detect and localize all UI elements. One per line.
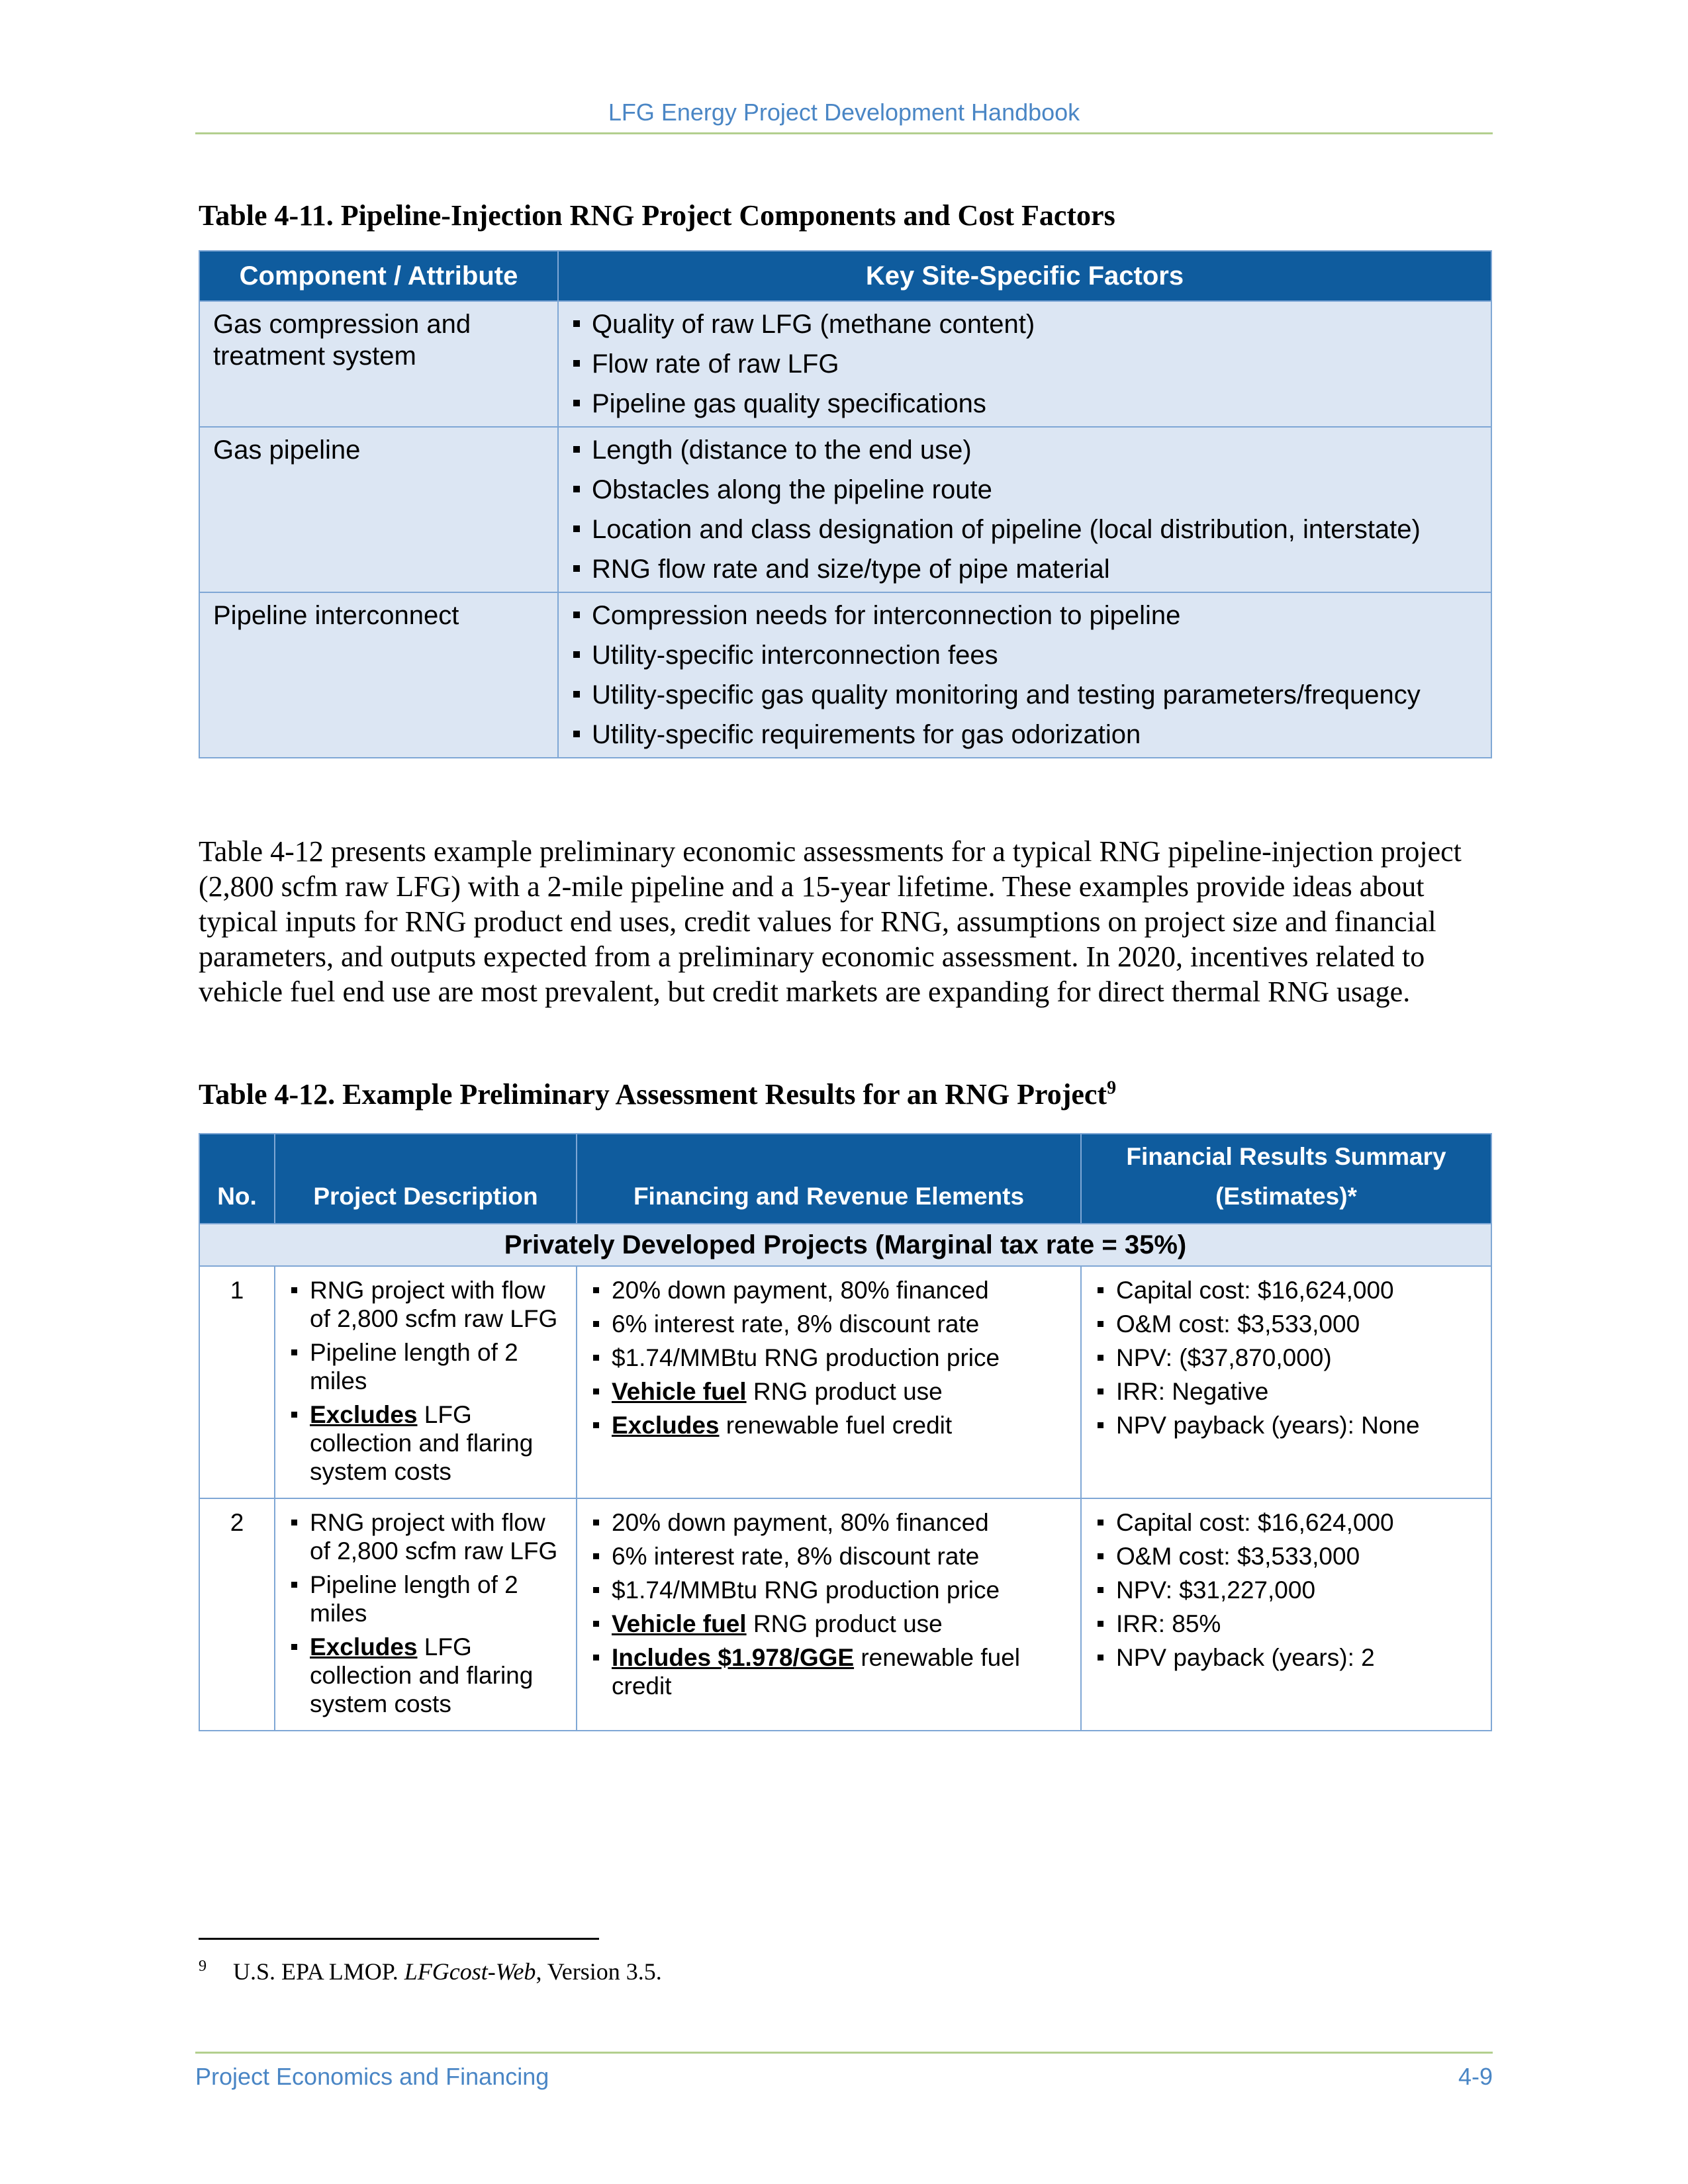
- footnote-reference: 9: [1107, 1077, 1117, 1099]
- list-item: [592, 1610, 1071, 1638]
- table-4-11-caption: Table 4-11. Pipeline-Injection RNG Project Components and Cost Factors: [199, 199, 1115, 232]
- table-4-12: [199, 1133, 1492, 1731]
- body-paragraph: Table 4-12 presents example preliminary economic assessments for a typical RNG pipeline-injection project (2,800 scfm raw LFG) with a 2-mile pipeline and a 15-year lifetime. These examples provide ideas about typical inputs for RNG product end uses, credit values for RNG, assumptions on project size and financial parameters, and outputs expected from a preliminary economic assessment. In 2020, incentives related to vehicle fuel end use are most prevalent, but credit markets are expanding for direct thermal RNG usage.: [199, 835, 1462, 1008]
- column-header-description: Project Description: [275, 1134, 577, 1224]
- component-cell: Gas pipeline: [199, 427, 558, 592]
- table-row: [199, 427, 1491, 592]
- list-item: NPV: ($37,870,000): [1096, 1343, 1481, 1372]
- item-text: LFG collection and flaring system costs: [310, 1633, 534, 1717]
- list-item: Capital cost: $16,624,000: [1096, 1508, 1481, 1537]
- header-line: (Estimates)*: [1215, 1183, 1357, 1210]
- footer-section-title: Project Economics and Financing: [195, 2063, 549, 2090]
- item-text: LFG collection and flaring system costs: [310, 1401, 534, 1485]
- list-item: Compression needs for interconnection to pipeline: [572, 600, 1477, 631]
- list-item: 6% interest rate, 8% discount rate: [592, 1310, 1071, 1338]
- table-header-row: [199, 1134, 1491, 1224]
- item-text: RNG product use: [746, 1610, 943, 1637]
- table-row: [199, 592, 1491, 758]
- list-item: [592, 1643, 1071, 1700]
- footnote-mark: 9: [199, 1958, 207, 1975]
- factors-cell: [558, 301, 1491, 427]
- column-header-results: [1081, 1134, 1491, 1224]
- table-row: [199, 301, 1491, 427]
- component-cell: Pipeline interconnect: [199, 592, 558, 758]
- table-4-12-caption: [199, 1077, 1116, 1111]
- table-header-row: [199, 251, 1491, 301]
- subheader-row: [199, 1224, 1491, 1266]
- column-header-financing: Financing and Revenue Elements: [577, 1134, 1081, 1224]
- column-header-component: Component / Attribute: [199, 251, 558, 301]
- financing-cell: [577, 1498, 1081, 1731]
- row-number: 2: [199, 1498, 275, 1731]
- list-item: NPV: $31,227,000: [1096, 1576, 1481, 1604]
- component-cell: Gas compression and treatment system: [199, 301, 558, 427]
- list-item: NPV payback (years): 2: [1096, 1643, 1481, 1672]
- list-item: Pipeline length of 2 miles: [290, 1338, 567, 1395]
- column-header-no: No.: [199, 1134, 275, 1224]
- item-text: renewable fuel credit: [612, 1644, 1021, 1700]
- description-cell: [275, 1266, 577, 1498]
- list-item: Utility-specific requirements for gas odorization: [572, 719, 1477, 751]
- description-cell: [275, 1498, 577, 1731]
- page-header: LFG Energy Project Development Handbook: [195, 93, 1493, 134]
- footnote: [199, 1958, 662, 1985]
- header-line: Financial Results Summary: [1126, 1143, 1446, 1170]
- list-item: [290, 1400, 567, 1486]
- financing-cell: [577, 1266, 1081, 1498]
- list-item: $1.74/MMBtu RNG production price: [592, 1343, 1071, 1372]
- subheader-cell: Privately Developed Projects (Marginal tax rate = 35%): [199, 1224, 1491, 1266]
- footnote-italic-text: LFGcost-Web: [404, 1958, 536, 1985]
- list-item: [592, 1411, 1071, 1439]
- results-cell: [1081, 1498, 1491, 1731]
- emphasis-text: Vehicle fuel: [612, 1610, 747, 1637]
- row-number: 1: [199, 1266, 275, 1498]
- list-item: Flow rate of raw LFG: [572, 348, 1477, 380]
- list-item: Capital cost: $16,624,000: [1096, 1276, 1481, 1304]
- list-item: $1.74/MMBtu RNG production price: [592, 1576, 1071, 1604]
- list-item: NPV payback (years): None: [1096, 1411, 1481, 1439]
- column-header-factors: Key Site-Specific Factors: [558, 251, 1491, 301]
- list-item: RNG project with flow of 2,800 scfm raw LFG: [290, 1276, 567, 1333]
- list-item: 6% interest rate, 8% discount rate: [592, 1542, 1071, 1570]
- footnote-text: , Version 3.5.: [536, 1958, 662, 1985]
- list-item: IRR: Negative: [1096, 1377, 1481, 1406]
- list-item: Pipeline length of 2 miles: [290, 1570, 567, 1627]
- emphasis-text: Excludes: [310, 1401, 418, 1428]
- table-4-11: [199, 250, 1492, 758]
- page-footer: [195, 2052, 1493, 2091]
- list-item: RNG flow rate and size/type of pipe material: [572, 553, 1477, 585]
- list-item: Pipeline gas quality specifications: [572, 388, 1477, 420]
- list-item: [290, 1633, 567, 1718]
- footnote-text: U.S. EPA LMOP.: [233, 1958, 404, 1985]
- footnote-divider: [199, 1938, 599, 1940]
- factors-cell: [558, 592, 1491, 758]
- table-row: [199, 1498, 1491, 1731]
- list-item: Utility-specific gas quality monitoring and testing parameters/frequency: [572, 679, 1477, 711]
- list-item: Quality of raw LFG (methane content): [572, 308, 1477, 340]
- list-item: 20% down payment, 80% financed: [592, 1508, 1071, 1537]
- list-item: Utility-specific interconnection fees: [572, 639, 1477, 671]
- item-text: renewable fuel credit: [719, 1412, 953, 1439]
- list-item: [592, 1377, 1071, 1406]
- emphasis-text: Vehicle fuel: [612, 1378, 747, 1405]
- emphasis-text: Excludes: [612, 1412, 720, 1439]
- list-item: Obstacles along the pipeline route: [572, 474, 1477, 506]
- list-item: 20% down payment, 80% financed: [592, 1276, 1071, 1304]
- table-row: [199, 1266, 1491, 1498]
- emphasis-text: Includes $1.978/GGE: [612, 1644, 855, 1671]
- list-item: O&M cost: $3,533,000: [1096, 1542, 1481, 1570]
- list-item: O&M cost: $3,533,000: [1096, 1310, 1481, 1338]
- item-text: RNG product use: [746, 1378, 943, 1405]
- factors-cell: [558, 427, 1491, 592]
- list-item: RNG project with flow of 2,800 scfm raw LFG: [290, 1508, 567, 1565]
- emphasis-text: Excludes: [310, 1633, 418, 1661]
- page-number: 4-9: [1458, 2063, 1493, 2090]
- list-item: Length (distance to the end use): [572, 434, 1477, 466]
- list-item: IRR: 85%: [1096, 1610, 1481, 1638]
- caption-text: Table 4-12. Example Preliminary Assessment Results for an RNG Project: [199, 1078, 1107, 1111]
- list-item: Location and class designation of pipeline (local distribution, interstate): [572, 514, 1477, 545]
- results-cell: [1081, 1266, 1491, 1498]
